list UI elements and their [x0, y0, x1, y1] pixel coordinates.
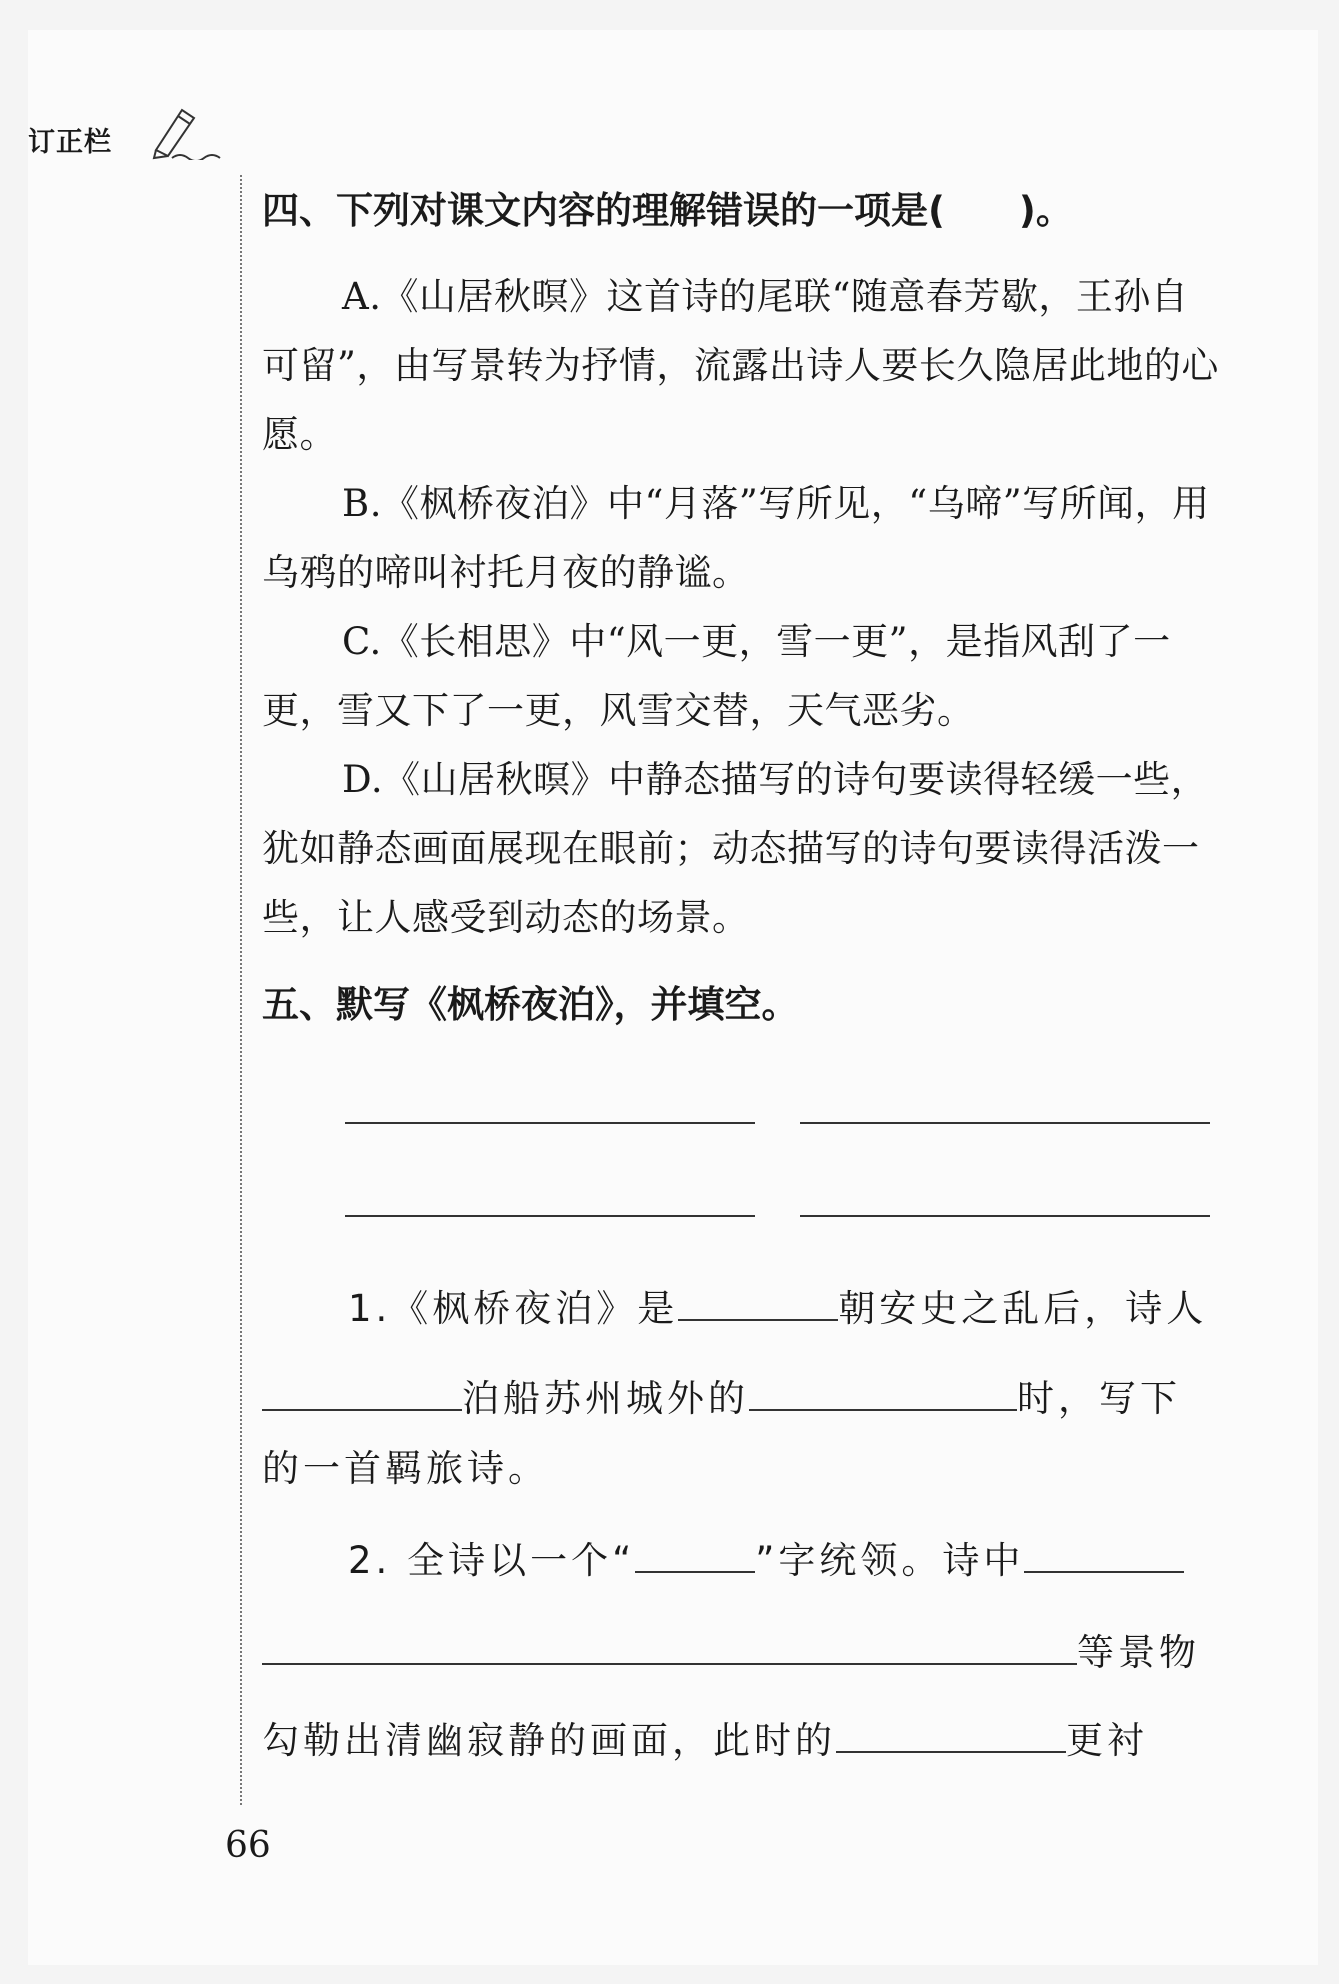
section4-title: 四、下列对课文内容的理解错误的一项是( )。 — [262, 189, 1073, 232]
option-b: B.《枫桥夜泊》中“月落”写所见，“乌啼”写所闻，用乌鸦的啼叫衬托月夜的静谧。 — [262, 482, 1210, 594]
q2-blank-scenery-start[interactable] — [1024, 1531, 1184, 1573]
page-number: 66 — [225, 1825, 271, 1866]
q1-blank-poet[interactable] — [262, 1369, 462, 1411]
poem-line-2[interactable] — [800, 1122, 1210, 1124]
q1-line2 — [262, 1368, 1181, 1422]
q1-text-3: 泊船苏州城外的 — [462, 1377, 749, 1420]
q1-blank-dynasty[interactable] — [678, 1279, 838, 1321]
q2-line3 — [262, 1710, 1148, 1764]
option-c: C.《长相思》中“风一更，雪一更”，是指风刮了一更，雪又下了一更，风雪交替，天气恶劣。 — [262, 620, 1171, 732]
margin-divider — [240, 175, 242, 1805]
q2-line1 — [348, 1530, 1184, 1584]
q1-line1 — [348, 1278, 1207, 1332]
section5-title: 五、默写《枫桥夜泊》，并填空。 — [262, 983, 799, 1026]
q2-blank-scenery[interactable] — [262, 1623, 1077, 1665]
option-d: D.《山居秋暝》中静态描写的诗句要读得轻缓一些，犹如静态画面展现在眼前；动态描写的诗句要读得活泼一些，让人感受到动态的场景。 — [262, 758, 1209, 939]
q2-text-4: 勾勒出清幽寂静的画面，此时的 — [262, 1719, 836, 1762]
q1-line3: 的一首羁旅诗。 — [262, 1447, 549, 1490]
option-a: A.《山居秋暝》这首诗的尾联“随意春芳歇，王孙自可留”，由写景转为抒情，流露出诗人要长久隐居此地的心愿。 — [262, 275, 1219, 456]
q2-text-1: 2. 全诗以一个“ — [348, 1539, 636, 1582]
pencil-icon — [148, 100, 228, 160]
q2-text-5: 更衬 — [1066, 1719, 1148, 1762]
q2-blank-sound[interactable] — [836, 1711, 1066, 1753]
q1-text-4: 时，写下 — [1017, 1377, 1181, 1420]
q2-text-2: ”字统领。诗中 — [755, 1539, 1025, 1582]
poem-line-1[interactable] — [345, 1122, 755, 1124]
q1-text-1: 1.《枫桥夜泊》是 — [348, 1287, 679, 1330]
main-content — [262, 180, 1222, 1028]
q1-text-2: 朝安史之乱后，诗人 — [838, 1287, 1208, 1330]
q2-blank-keyword[interactable] — [635, 1531, 755, 1573]
poem-line-3[interactable] — [345, 1215, 755, 1217]
correction-column-label: 订正栏 — [28, 127, 112, 158]
q1-blank-time[interactable] — [749, 1369, 1017, 1411]
q2-text-3: 等景物 — [1077, 1631, 1200, 1674]
q2-line2 — [262, 1622, 1200, 1676]
poem-line-4[interactable] — [800, 1215, 1210, 1217]
